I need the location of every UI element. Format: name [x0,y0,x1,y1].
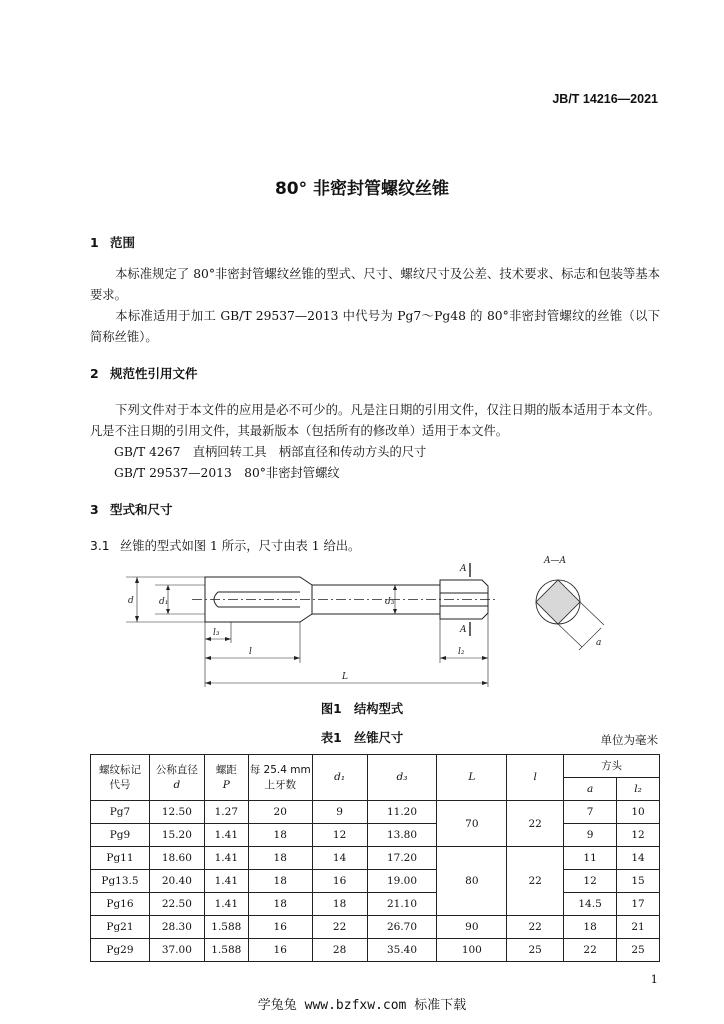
cell-l: 22 [507,847,564,916]
cell-code: Pg21 [91,916,150,939]
header-a: a [564,778,617,801]
cell-l: 25 [507,939,564,962]
cell-p: 1.41 [204,870,248,893]
reference-gbt-4267: GB/T 4267 直柄回转工具 柄部直径和传动方头的尺寸 [114,445,427,459]
header-pitch [204,755,248,801]
cell-p: 1.41 [204,847,248,870]
cell-d1: 16 [312,870,367,893]
table-row [91,824,660,847]
cell-d: 28.30 [149,916,204,939]
cell-tpi: 16 [248,916,312,939]
cell-d1: 22 [312,916,367,939]
label-d3: d₃ [385,597,395,607]
cell-L: 80 [437,847,507,916]
cell-L: 90 [437,916,507,939]
table-row [91,893,660,916]
label-L: L [342,672,348,682]
header-text: 螺纹标记 [98,763,141,776]
section-2-heading [90,364,198,382]
section-number: 3 [90,502,99,517]
cell-code: Pg7 [91,801,150,824]
table-row [91,939,660,962]
cell-L: 70 [437,801,507,847]
unit-note: 单位为毫米 [600,733,658,747]
cell-a: 12 [564,870,617,893]
label-a: a [596,638,602,648]
cell-tpi: 18 [248,870,312,893]
table-row [91,870,660,893]
cell-tpi: 18 [248,824,312,847]
clause-3-1 [90,536,360,554]
cell-tpi: 16 [248,939,312,962]
header-code [91,755,150,801]
cell-d3: 17.20 [367,847,437,870]
cell-code: Pg16 [91,893,150,916]
cell-d1: 12 [312,824,367,847]
label-d: d [128,596,134,606]
header-l: l [507,755,564,801]
tap-structure-figure [0,555,724,695]
table-row [91,847,660,870]
cell-p: 1.588 [204,939,248,962]
label-l: l [249,647,252,657]
paragraph-text: 本标准适用于加工 GB/T 29537—2013 中代号为 Pg7～Pg48 的 80°非密封管螺纹的丝锥（以下简称丝锥）。 [90,309,660,344]
cell-l2: 12 [617,824,660,847]
cell-tpi: 18 [248,893,312,916]
table-caption: 表1 丝锥尺寸 [320,731,404,745]
label-section: A—A [544,556,566,566]
header-tpi [248,755,312,801]
figure-caption: 图1 结构型式 [320,702,404,716]
footer-watermark: 学兔兔 www.bzfxw.com 标准下载 [257,998,467,1013]
label-l3: l₃ [213,628,220,638]
header-text: 上牙数 [264,778,296,791]
section-1-heading [90,233,135,251]
clause-number: 3.1 [90,539,110,553]
cell-p: 1.27 [204,801,248,824]
cell-a: 9 [564,824,617,847]
header-square: 方头 [564,755,660,778]
cell-d: 12.50 [149,801,204,824]
section-title: 范围 [110,235,136,250]
header-text: 公称直径 [155,763,198,776]
cell-code: Pg29 [91,939,150,962]
cell-p: 1.41 [204,824,248,847]
document-title: 80° 非密封管螺纹丝锥 [274,179,450,199]
cell-p: 1.41 [204,893,248,916]
header-text: 代号 [109,778,131,791]
cell-l2: 15 [617,870,660,893]
cell-d: 18.60 [149,847,204,870]
section-title: 型式和尺寸 [110,502,173,517]
scope-paragraph-2 [90,306,660,348]
cell-d: 15.20 [149,824,204,847]
section-number: 1 [90,235,99,250]
cell-a: 11 [564,847,617,870]
header-symbol: d [173,778,181,791]
cell-tpi: 20 [248,801,312,824]
cell-L: 100 [437,939,507,962]
table-row [91,916,660,939]
cell-d3: 13.80 [367,824,437,847]
header-d3: d₃ [367,755,437,801]
section-number: 2 [90,366,99,381]
cell-d3: 19.00 [367,870,437,893]
header-symbol: P [222,778,230,791]
cell-d3: 11.20 [367,801,437,824]
cell-code: Pg9 [91,824,150,847]
section-title: 规范性引用文件 [110,366,198,381]
cell-d: 37.00 [149,939,204,962]
header-nominal [149,755,204,801]
paragraph-text: 本标准规定了 80°非密封管螺纹丝锥的型式、尺寸、螺纹尺寸及公差、技术要求、标志和包装等基本要求。 [90,267,660,302]
cell-d3: 26.70 [367,916,437,939]
cell-a: 7 [564,801,617,824]
cell-code: Pg13.5 [91,870,150,893]
cell-d1: 28 [312,939,367,962]
cell-d3: 35.40 [367,939,437,962]
cell-l: 22 [507,801,564,847]
cell-d1: 14 [312,847,367,870]
paragraph-text: 下列文件对于本文件的应用是必不可少的。凡是注日期的引用文件，仅注日期的版本适用于本文件。凡是不注日期的引用文件，其最新版本（包括所有的修改单）适用于本文件。 [90,403,660,438]
cell-l2: 21 [617,916,660,939]
tap-dimensions-table [90,754,660,962]
header-d1: d₁ [312,755,367,801]
cell-l2: 14 [617,847,660,870]
label-a-top: A [460,564,467,574]
cell-l: 22 [507,916,564,939]
cell-d: 22.50 [149,893,204,916]
header-L: L [437,755,507,801]
header-text: 螺距 [215,763,237,776]
cell-d1: 9 [312,801,367,824]
cell-l2: 10 [617,801,660,824]
cell-d1: 18 [312,893,367,916]
references-paragraph [90,400,660,442]
cell-a: 22 [564,939,617,962]
cell-l2: 17 [617,893,660,916]
cell-l2: 25 [617,939,660,962]
cell-tpi: 18 [248,847,312,870]
label-a-bottom: A [460,625,467,635]
header-l2: l₂ [617,778,660,801]
standard-number: JB/T 14216—2021 [552,92,658,106]
cell-d: 20.40 [149,870,204,893]
clause-text: 丝锥的型式如图 1 所示，尺寸由表 1 给出。 [120,539,361,553]
label-l2: l₂ [458,647,465,657]
cell-d3: 21.10 [367,893,437,916]
table-row [91,801,660,824]
page-number: 1 [650,972,658,986]
scope-paragraph-1 [90,264,660,306]
header-text: 每 25.4 mm [249,763,311,776]
label-d1: d₁ [159,597,169,607]
reference-gbt-29537: GB/T 29537—2013 80°非密封管螺纹 [114,466,340,480]
cell-a: 18 [564,916,617,939]
cell-a: 14.5 [564,893,617,916]
cell-code: Pg11 [91,847,150,870]
section-3-heading [90,500,173,518]
cell-p: 1.588 [204,916,248,939]
